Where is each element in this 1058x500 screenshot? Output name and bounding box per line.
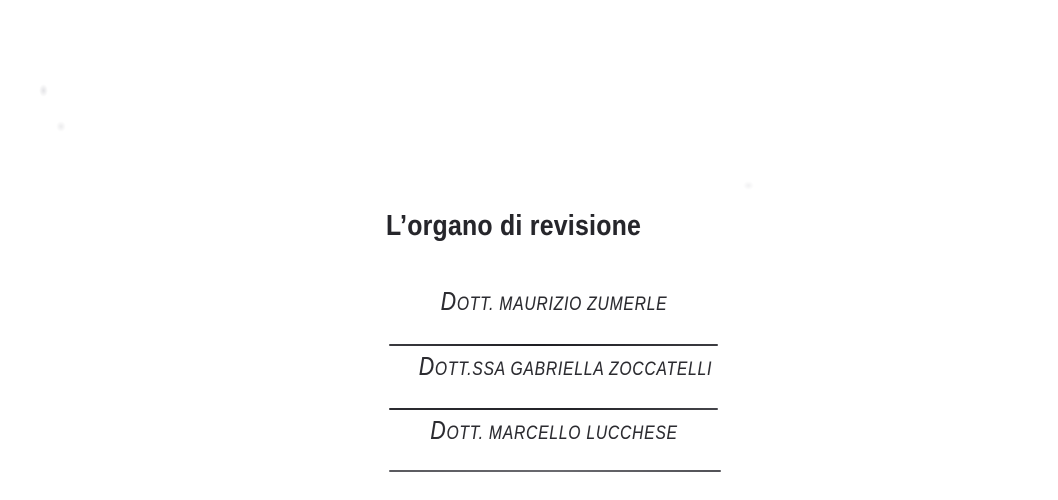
scan-artifact — [39, 84, 48, 97]
signature-name-1: DOTT. MAURIZIO ZUMERLE — [440, 286, 668, 316]
signature-line-1 — [389, 344, 718, 346]
scan-artifact — [56, 121, 66, 132]
signature-line-3 — [389, 470, 721, 472]
page-title: L’organo di revisione — [386, 210, 642, 242]
signature-name-3: DOTT. MARCELLO LUCCHESE — [430, 415, 678, 445]
signature-name-2: DOTT.SSA GABRIELLA ZOCCATELLI — [418, 351, 713, 381]
scan-artifact — [743, 181, 754, 190]
signature-line-2 — [389, 408, 718, 410]
